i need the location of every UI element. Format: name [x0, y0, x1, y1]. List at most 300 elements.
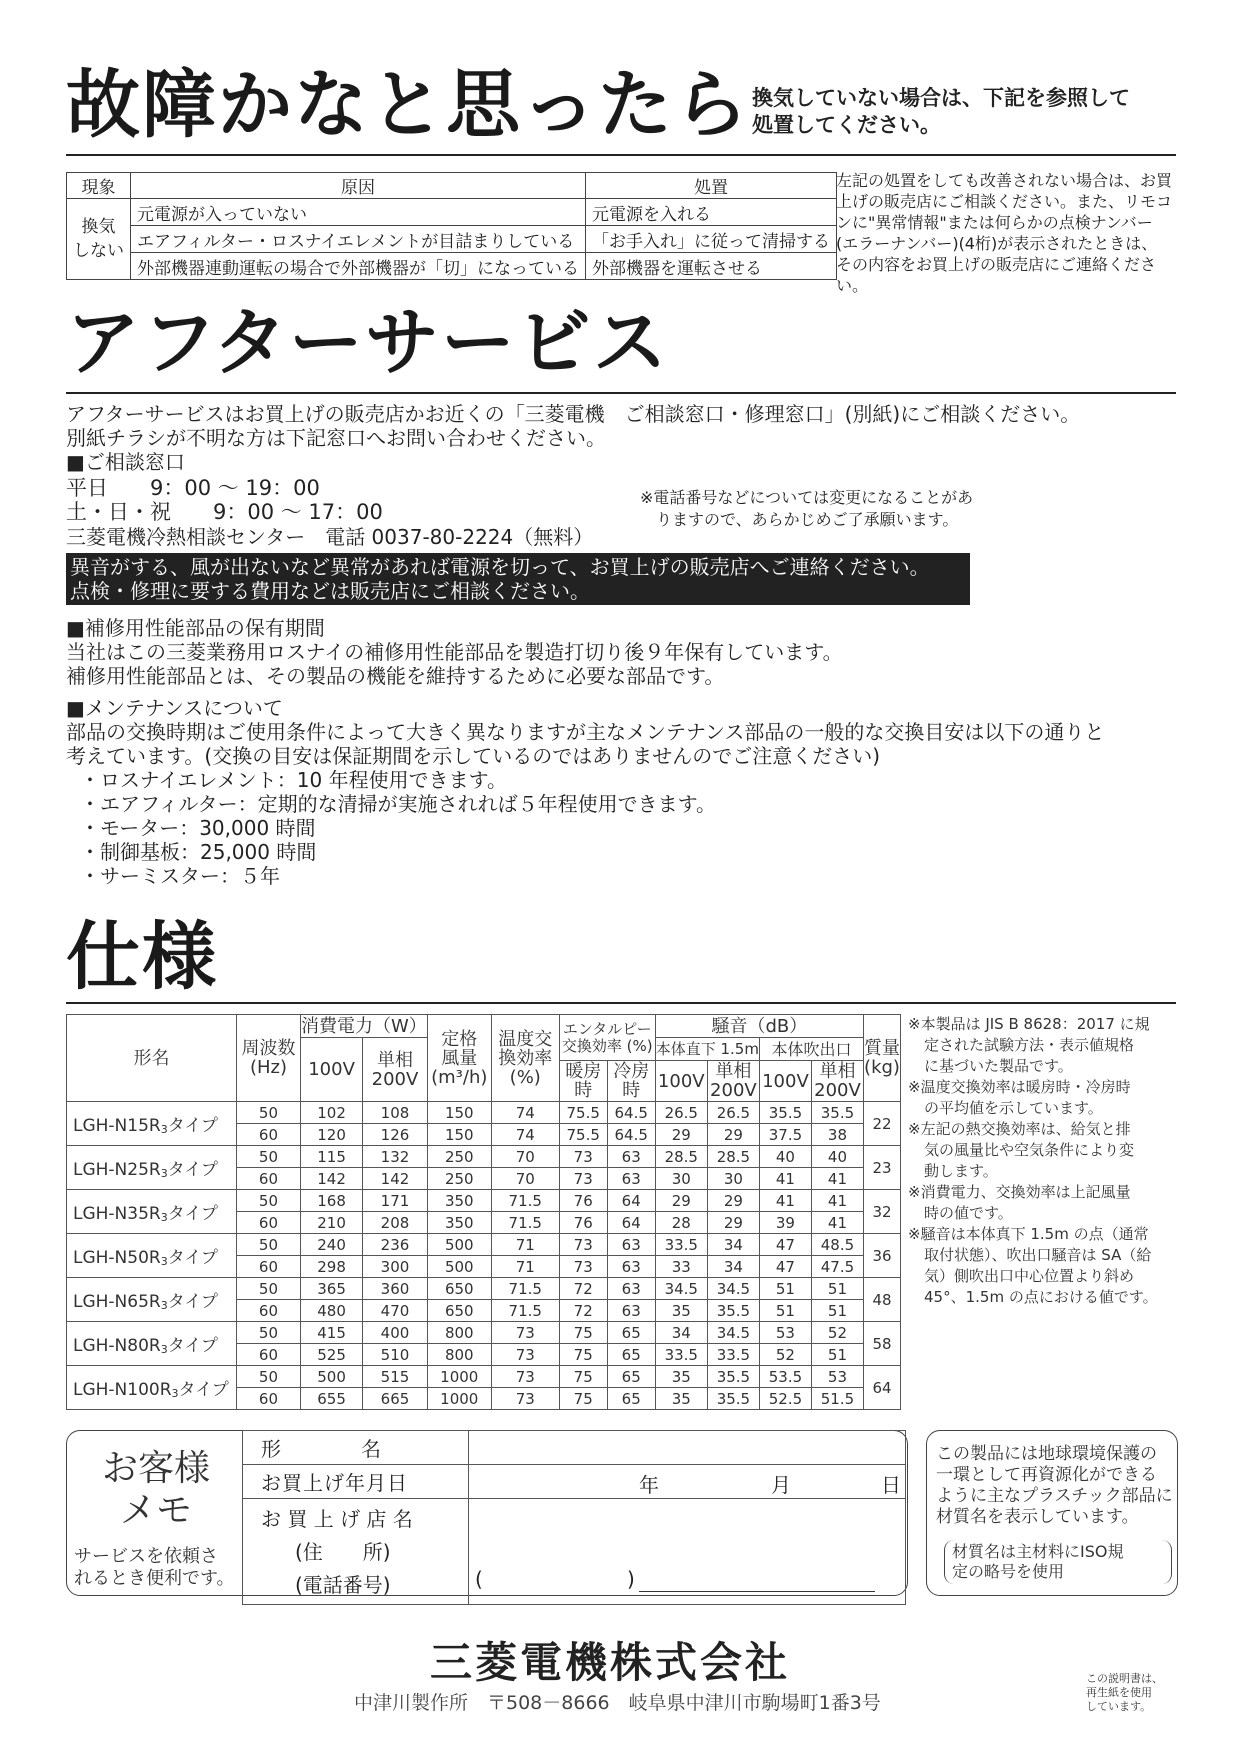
model-subscript: 3 — [171, 1387, 179, 1400]
parts-line1: 当社はこの三菱業務用ロスナイの補修用性能部品を製造打切り後９年保有しています。 — [66, 640, 843, 664]
model-suffix: タイプ — [167, 1116, 218, 1136]
spec-value-cell: 52 — [759, 1344, 811, 1366]
remedy-cell: 外部機器を運転させる — [586, 253, 837, 280]
recycle-bracket-line: 定の略号を使用 — [952, 1562, 1065, 1581]
spec-table — [66, 1014, 901, 1410]
spec-value-cell: 250 — [427, 1146, 491, 1168]
spec-value-cell: 41 — [759, 1168, 811, 1190]
spec-value-cell: 50 — [236, 1190, 300, 1212]
spec-value-cell: 510 — [363, 1344, 428, 1366]
spec-value-cell: 236 — [363, 1234, 428, 1256]
mass-cell: 58 — [864, 1322, 901, 1366]
header-heating-line1: 暖房 — [565, 1061, 602, 1082]
table-row — [67, 1278, 901, 1300]
memo-month-label: 月 — [771, 1473, 791, 1497]
model-name: LGH-N50R — [73, 1248, 161, 1268]
warning-banner — [66, 553, 970, 605]
spec-value-cell: 350 — [427, 1190, 491, 1212]
maintenance-item: ・ロスナイエレメント：10 年程使用できます。 — [80, 768, 508, 792]
remedy-cell: 「お手入れ」に従って清掃する — [586, 226, 837, 253]
spec-value-cell: 63 — [607, 1146, 655, 1168]
table-row — [67, 1102, 901, 1124]
spec-value-cell: 142 — [300, 1168, 362, 1190]
troubleshoot-intro-line2: 処置してください。 — [752, 113, 941, 137]
spec-value-cell: 50 — [236, 1278, 300, 1300]
spec-value-cell: 47 — [759, 1256, 811, 1278]
header-noise-below: 本体直下 1.5m — [655, 1038, 759, 1061]
memo-title-line2: メモ — [119, 1490, 192, 1531]
spec-value-cell: 70 — [491, 1168, 559, 1190]
table-row — [67, 1234, 901, 1256]
cause-cell: 元電源が入っていない — [131, 199, 586, 226]
phenomenon-line2: しない — [73, 241, 124, 261]
header-cooling-line2: 時 — [622, 1080, 641, 1101]
recycle-line: 材質名を表示しています。 — [936, 1507, 1139, 1527]
memo-date-value[interactable] — [469, 1465, 906, 1499]
spec-value-cell: 63 — [607, 1256, 655, 1278]
spec-value-cell: 35.5 — [811, 1102, 863, 1124]
model-name: LGH-N15R — [73, 1116, 161, 1136]
parts-line2: 補修用性能部品とは、その製品の機能を維持するために必要な部品です。 — [66, 664, 725, 688]
spec-value-cell: 665 — [363, 1388, 428, 1410]
recycled-paper-line: この説明書は、 — [1086, 1672, 1163, 1685]
recycled-paper-note — [1086, 1672, 1163, 1714]
table-row — [67, 1322, 901, 1344]
spec-value-cell: 60 — [236, 1212, 300, 1234]
spec-value-cell: 75 — [559, 1388, 607, 1410]
side-note-line: 左記の処置をしても改善されない場合は、お買 — [836, 171, 1173, 190]
spec-value-cell: 41 — [811, 1168, 863, 1190]
remedy-cell: 元電源を入れる — [586, 199, 837, 226]
model-suffix: タイプ — [167, 1248, 218, 1268]
side-note-line: 上げの販売店にご相談ください。また、リモコ — [836, 192, 1173, 211]
header-temp-line2: 換効率 — [498, 1047, 553, 1069]
spec-value-cell: 64 — [607, 1212, 655, 1234]
memo-day-label: 日 — [881, 1473, 901, 1497]
header-airflow-line3: (m³/h) — [431, 1066, 488, 1088]
header-power-single — [363, 1038, 428, 1102]
spec-value-cell: 51 — [811, 1300, 863, 1322]
spec-value-cell: 1000 — [427, 1366, 491, 1388]
recycle-text — [936, 1444, 1173, 1528]
memo-row-shop — [243, 1499, 906, 1605]
after-service-title: アフターサービス — [66, 300, 669, 386]
spec-value-cell: 50 — [236, 1102, 300, 1124]
mass-cell: 23 — [864, 1146, 901, 1190]
spec-value-cell: 63 — [607, 1278, 655, 1300]
mass-cell: 36 — [864, 1234, 901, 1278]
spec-value-cell: 365 — [300, 1278, 362, 1300]
memo-model-value[interactable] — [469, 1431, 906, 1465]
memo-title-line1: お客様 — [101, 1448, 210, 1489]
phone-note-line2: りますので、あらかじめご了承願います。 — [656, 510, 959, 529]
spec-note-line: 取付状態）、吹出口騒音は SA（給 — [924, 1246, 1152, 1264]
spec-value-cell: 33 — [655, 1256, 707, 1278]
parts-heading: ■補修用性能部品の保有期間 — [66, 616, 325, 640]
model-subscript: 3 — [160, 1299, 168, 1312]
spec-value-cell: 360 — [363, 1278, 428, 1300]
spec-note-line: 45°、1.5m の点における値です。 — [924, 1288, 1158, 1306]
memo-table — [242, 1430, 906, 1605]
company-address: 中津川製作所 〒508－8666 岐阜県中津川市駒場町1番3号 — [354, 1692, 881, 1714]
warning-line2: 点検・修理に要する費用などは販売店にご相談ください。 — [70, 579, 590, 603]
spec-note-line: 気）側吹出口中心位置より斜め — [924, 1267, 1135, 1285]
spec-value-cell: 75 — [559, 1322, 607, 1344]
header-temp-efficiency — [491, 1015, 559, 1102]
memo-shop-value[interactable] — [469, 1499, 906, 1605]
spec-value-cell: 800 — [427, 1322, 491, 1344]
header-temp-line3: (%) — [509, 1066, 541, 1088]
spec-value-cell: 29 — [707, 1212, 759, 1234]
spec-value-cell: 515 — [363, 1366, 428, 1388]
recycle-line: 一環として再資源化ができる — [936, 1465, 1157, 1485]
memo-subtitle — [74, 1546, 235, 1590]
spec-value-cell: 35 — [655, 1366, 707, 1388]
consult-center-phone: 三菱電機冷熱相談センター 電話 0037-80-2224（無料） — [66, 525, 594, 549]
memo-phone-underline — [639, 1591, 875, 1592]
spec-value-cell: 71.5 — [491, 1212, 559, 1234]
spec-value-cell: 60 — [236, 1256, 300, 1278]
header-heating — [559, 1061, 607, 1102]
spec-value-cell: 150 — [427, 1102, 491, 1124]
spec-value-cell: 51 — [759, 1300, 811, 1322]
spec-value-cell: 60 — [236, 1168, 300, 1190]
spec-value-cell: 29 — [655, 1124, 707, 1146]
memo-year-label: 年 — [639, 1473, 659, 1497]
header-mass — [864, 1015, 901, 1102]
troubleshoot-header-row — [67, 173, 837, 199]
model-suffix: タイプ — [178, 1380, 229, 1400]
model-subscript: 3 — [160, 1167, 168, 1180]
spec-value-cell: 72 — [559, 1300, 607, 1322]
spec-value-cell: 800 — [427, 1344, 491, 1366]
memo-phone-label: (電話番号) — [295, 1573, 391, 1597]
spec-value-cell: 40 — [759, 1146, 811, 1168]
spec-note-line: 時の値です。 — [924, 1204, 1013, 1222]
memo-subtitle-line2: れるとき便利です。 — [74, 1568, 235, 1589]
consult-heading: ■ご相談窓口 — [66, 450, 185, 474]
spec-value-cell: 171 — [363, 1190, 428, 1212]
spec-value-cell: 102 — [300, 1102, 362, 1124]
memo-shop-label-cell — [243, 1499, 469, 1605]
model-name-cell — [67, 1190, 237, 1234]
header-airflow-line2: 風量 — [441, 1047, 478, 1069]
model-subscript: 3 — [160, 1343, 168, 1356]
spec-value-cell: 29 — [655, 1190, 707, 1212]
spec-value-cell: 650 — [427, 1278, 491, 1300]
header-frequency-line2: (Hz) — [249, 1057, 287, 1078]
spec-value-cell: 63 — [607, 1234, 655, 1256]
spec-note-line: ※温度交換効率は暖房時・冷房時 — [908, 1078, 1131, 1096]
spec-value-cell: 52 — [811, 1322, 863, 1344]
spec-value-cell: 350 — [427, 1212, 491, 1234]
spec-value-cell: 73 — [491, 1388, 559, 1410]
recycle-bracket-line: 材質名は主材料にISO規 — [952, 1542, 1124, 1561]
maintenance-item: ・エアフィルター：定期的な清掃が実施されれば５年程使用できます。 — [80, 792, 716, 816]
spec-value-cell: 64 — [607, 1190, 655, 1212]
spec-value-cell: 53.5 — [759, 1366, 811, 1388]
spec-value-cell: 34 — [707, 1234, 759, 1256]
spec-note-line: 動します。 — [924, 1162, 998, 1180]
table-row — [67, 1190, 901, 1212]
phenomenon-cell — [67, 199, 131, 280]
spec-value-cell: 75 — [559, 1344, 607, 1366]
spec-value-cell: 35.5 — [707, 1366, 759, 1388]
spec-value-cell: 250 — [427, 1168, 491, 1190]
header-single-line1: 単相 — [715, 1061, 752, 1082]
spec-value-cell: 655 — [300, 1388, 362, 1410]
spec-value-cell: 30 — [655, 1168, 707, 1190]
side-note-line: その内容をお買上げの販売店にご連絡ください。 — [836, 255, 1157, 295]
spec-value-cell: 71 — [491, 1256, 559, 1278]
spec-value-cell: 52.5 — [759, 1388, 811, 1410]
spec-note-line: ※騒音は本体真下 1.5m の点（通常 — [908, 1225, 1149, 1243]
spec-value-cell: 75.5 — [559, 1102, 607, 1124]
spec-value-cell: 50 — [236, 1234, 300, 1256]
header-remedy: 処置 — [586, 173, 837, 199]
spec-value-cell: 28.5 — [655, 1146, 707, 1168]
phone-note-line1: ※電話番号などについては変更になることがあ — [640, 488, 974, 507]
mass-cell: 32 — [864, 1190, 901, 1234]
memo-title — [76, 1448, 236, 1532]
spec-value-cell: 50 — [236, 1322, 300, 1344]
cause-cell: 外部機器連動運転の場合で外部機器が「切」になっている — [131, 253, 586, 280]
spec-value-cell: 76 — [559, 1190, 607, 1212]
phenomenon-line1: 換気 — [81, 217, 116, 237]
spec-value-cell: 73 — [491, 1322, 559, 1344]
model-name-cell — [67, 1234, 237, 1278]
model-suffix: タイプ — [167, 1336, 218, 1356]
memo-row-date — [243, 1465, 906, 1499]
spec-value-cell: 525 — [300, 1344, 362, 1366]
spec-value-cell: 1000 — [427, 1388, 491, 1410]
spec-value-cell: 41 — [811, 1190, 863, 1212]
spec-value-cell: 210 — [300, 1212, 362, 1234]
spec-value-cell: 500 — [427, 1234, 491, 1256]
spec-value-cell: 298 — [300, 1256, 362, 1278]
spec-note-line: ※消費電力、交換効率は上記風量 — [908, 1183, 1131, 1201]
model-name-cell — [67, 1278, 237, 1322]
model-subscript: 3 — [160, 1123, 168, 1136]
header-airflow-line1: 定格 — [441, 1028, 478, 1050]
header-power: 消費電力（W） — [300, 1015, 427, 1037]
maintenance-line2: 考えています。(交換の目安は保証期間を示しているのではありませんのでご注意ください) — [66, 744, 881, 768]
spec-value-cell: 28 — [655, 1212, 707, 1234]
spec-value-cell: 73 — [491, 1366, 559, 1388]
model-subscript: 3 — [160, 1211, 168, 1224]
spec-value-cell: 76 — [559, 1212, 607, 1234]
spec-notes — [908, 1014, 1178, 1308]
spec-value-cell: 47.5 — [811, 1256, 863, 1278]
model-name-cell — [67, 1102, 237, 1146]
spec-value-cell: 39 — [759, 1212, 811, 1234]
header-noise: 騒音（dB） — [655, 1015, 863, 1038]
spec-value-cell: 150 — [427, 1124, 491, 1146]
spec-note-line: 定された試験方法・表示値規格 — [924, 1036, 1135, 1054]
spec-value-cell: 60 — [236, 1124, 300, 1146]
model-name: LGH-N65R — [73, 1292, 161, 1312]
header-cooling-line1: 冷房 — [613, 1061, 650, 1082]
spec-value-cell: 53 — [759, 1322, 811, 1344]
spec-note-line: ※左記の熱交換効率は、給気と排 — [908, 1120, 1131, 1138]
spec-value-cell: 73 — [559, 1168, 607, 1190]
header-cause: 原因 — [131, 173, 586, 199]
spec-body — [67, 1102, 901, 1410]
after-service-rule — [66, 392, 1176, 394]
spec-value-cell: 65 — [607, 1322, 655, 1344]
spec-value-cell: 73 — [559, 1256, 607, 1278]
model-name: LGH-N35R — [73, 1204, 161, 1224]
header-single-line2: 200V — [814, 1080, 861, 1101]
spec-value-cell: 51.5 — [811, 1388, 863, 1410]
memo-date-label: お買上げ年月日 — [243, 1465, 469, 1499]
memo-phone-open: ( — [475, 1567, 483, 1591]
spec-value-cell: 480 — [300, 1300, 362, 1322]
consult-weekday: 平日 9：00 ～ 19：00 — [66, 476, 320, 500]
spec-note-line: に基づいた製品です。 — [924, 1057, 1073, 1075]
recycled-paper-line: 再生紙を使用 — [1086, 1686, 1152, 1699]
spec-value-cell: 240 — [300, 1234, 362, 1256]
spec-value-cell: 29 — [707, 1124, 759, 1146]
spec-value-cell: 35 — [655, 1300, 707, 1322]
spec-value-cell: 75.5 — [559, 1124, 607, 1146]
spec-value-cell: 73 — [559, 1234, 607, 1256]
header-single-line2: 200V — [710, 1080, 757, 1101]
spec-value-cell: 142 — [363, 1168, 428, 1190]
spec-value-cell: 65 — [607, 1344, 655, 1366]
spec-value-cell: 120 — [300, 1124, 362, 1146]
spec-value-cell: 74 — [491, 1102, 559, 1124]
troubleshoot-side-note — [836, 170, 1176, 296]
spec-value-cell: 33.5 — [655, 1344, 707, 1366]
spec-value-cell: 470 — [363, 1300, 428, 1322]
table-row — [67, 253, 837, 280]
side-note-line: (エラーナンバー)(4桁)が表示されたときは、 — [836, 234, 1158, 253]
troubleshoot-rule — [66, 154, 1176, 156]
header-heating-line2: 時 — [574, 1080, 593, 1101]
memo-shop-label: お 買 上 げ 店 名 — [261, 1507, 413, 1531]
after-service-line1: アフターサービスはお買上げの販売店かお近くの「三菱電機 ご相談窓口・修理窓口」(別紙)にご相談ください。 — [66, 402, 1081, 426]
spec-value-cell: 500 — [427, 1256, 491, 1278]
spec-value-cell: 34 — [655, 1322, 707, 1344]
spec-value-cell: 35.5 — [707, 1388, 759, 1410]
spec-value-cell: 34.5 — [707, 1278, 759, 1300]
header-enthalpy-line2: 交換効率 (%) — [561, 1036, 653, 1055]
spec-value-cell: 50 — [236, 1366, 300, 1388]
spec-value-cell: 40 — [811, 1146, 863, 1168]
header-single-line1: 単相 — [376, 1049, 413, 1071]
spec-value-cell: 33.5 — [707, 1344, 759, 1366]
spec-value-cell: 63 — [607, 1168, 655, 1190]
recycle-line: この製品には地球環境保護の — [936, 1444, 1157, 1464]
header-noise-below-100v: 100V — [655, 1061, 707, 1102]
model-name: LGH-N100R — [73, 1380, 172, 1400]
model-name: LGH-N80R — [73, 1336, 161, 1356]
maintenance-heading: ■メンテナンスについて — [66, 696, 283, 720]
spec-value-cell: 34 — [707, 1256, 759, 1278]
header-single-line1: 単相 — [819, 1061, 856, 1082]
maintenance-item: ・モーター：30,000 時間 — [80, 816, 316, 840]
header-model: 形名 — [67, 1015, 237, 1102]
spec-note-line: 気の風量比や空気条件により変 — [924, 1141, 1135, 1159]
spec-value-cell: 51 — [811, 1278, 863, 1300]
spec-value-cell: 72 — [559, 1278, 607, 1300]
model-suffix: タイプ — [167, 1292, 218, 1312]
header-frequency-line1: 周波数 — [241, 1038, 296, 1059]
spec-value-cell: 34.5 — [655, 1278, 707, 1300]
troubleshoot-title: 故障かなと思ったら — [66, 62, 750, 148]
spec-value-cell: 60 — [236, 1344, 300, 1366]
header-cooling — [607, 1061, 655, 1102]
spec-value-cell: 70 — [491, 1146, 559, 1168]
table-row — [67, 1366, 901, 1388]
spec-value-cell: 51 — [759, 1278, 811, 1300]
spec-value-cell: 64.5 — [607, 1124, 655, 1146]
memo-subtitle-line1: サービスを依頼さ — [74, 1546, 218, 1567]
spec-value-cell: 126 — [363, 1124, 428, 1146]
spec-value-cell: 26.5 — [655, 1102, 707, 1124]
spec-value-cell: 108 — [363, 1102, 428, 1124]
spec-value-cell: 500 — [300, 1366, 362, 1388]
table-row — [67, 1146, 901, 1168]
spec-value-cell: 74 — [491, 1124, 559, 1146]
spec-value-cell: 60 — [236, 1300, 300, 1322]
spec-header-row — [67, 1015, 901, 1038]
mass-cell: 64 — [864, 1366, 901, 1410]
model-name: LGH-N25R — [73, 1160, 161, 1180]
model-suffix: タイプ — [167, 1204, 218, 1224]
spec-value-cell: 41 — [811, 1212, 863, 1234]
spec-title: 仕様 — [66, 914, 218, 1000]
header-power-100v: 100V — [300, 1038, 362, 1102]
spec-value-cell: 71.5 — [491, 1278, 559, 1300]
spec-value-cell: 63 — [607, 1300, 655, 1322]
spec-value-cell: 41 — [759, 1190, 811, 1212]
spec-value-cell: 65 — [607, 1366, 655, 1388]
spec-value-cell: 115 — [300, 1146, 362, 1168]
spec-value-cell: 33.5 — [655, 1234, 707, 1256]
spec-value-cell: 35.5 — [759, 1102, 811, 1124]
table-row — [67, 199, 837, 226]
model-suffix: タイプ — [167, 1160, 218, 1180]
memo-row-model — [243, 1431, 906, 1465]
spec-value-cell: 132 — [363, 1146, 428, 1168]
spec-value-cell: 168 — [300, 1190, 362, 1212]
model-subscript: 3 — [160, 1255, 168, 1268]
spec-value-cell: 71.5 — [491, 1190, 559, 1212]
spec-value-cell: 26.5 — [707, 1102, 759, 1124]
memo-phone-close: ) — [627, 1567, 635, 1591]
spec-value-cell: 73 — [491, 1344, 559, 1366]
spec-value-cell: 28.5 — [707, 1146, 759, 1168]
model-name-cell — [67, 1322, 237, 1366]
header-mass-line1: 質量 — [864, 1038, 900, 1059]
spec-value-cell: 71 — [491, 1234, 559, 1256]
recycle-line: ように主なプラスチック部品に — [936, 1486, 1173, 1506]
after-service-line2: 別紙チラシが不明な方は下記窓口へお問い合わせください。 — [66, 426, 606, 450]
spec-value-cell: 34.5 — [707, 1322, 759, 1344]
spec-value-cell: 208 — [363, 1212, 428, 1234]
maintenance-item: ・サーミスター：５年 — [80, 864, 280, 888]
header-noise-below-single — [707, 1061, 759, 1102]
header-noise-outlet: 本体吹出口 — [759, 1038, 863, 1061]
spec-value-cell: 400 — [363, 1322, 428, 1344]
spec-value-cell: 51 — [811, 1344, 863, 1366]
table-row — [67, 226, 837, 253]
company-name: 三菱電機株式会社 — [430, 1638, 791, 1687]
spec-value-cell: 50 — [236, 1146, 300, 1168]
spec-note-line: ※本製品は JIS B 8628：2017 に規 — [908, 1015, 1150, 1033]
